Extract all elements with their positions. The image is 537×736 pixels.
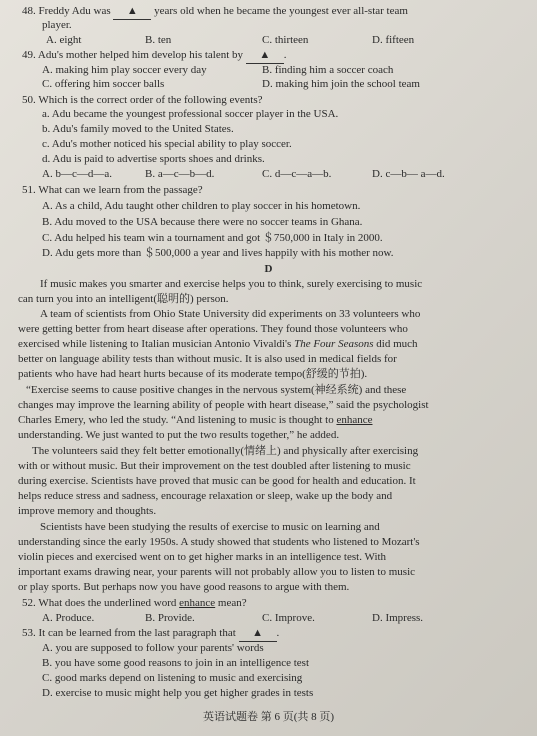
- underlined-word: enhance: [179, 597, 216, 609]
- passage-text: Charles Emery, who led the study. “And listening to music is thought to: [18, 414, 334, 426]
- passage-line: better on language ability tests than without music. It is also used in medical fields for: [18, 353, 397, 365]
- event-c: c. Adu's mother noticed his special ability to play soccer.: [42, 138, 292, 150]
- question-text: .: [283, 49, 287, 61]
- question-number: 52.: [22, 597, 36, 609]
- passage-line: understanding. We just wanted to put the two results together,” he added.: [18, 429, 340, 441]
- option-b: B. ten: [145, 34, 172, 46]
- passage-line: The volunteers said they felt better emotionally(情绪上) and physically after exercising: [32, 445, 419, 457]
- question-50: [22, 93, 263, 108]
- passage-line: A team of scientists from Ohio State University did experiments on 33 volunteers who: [40, 308, 421, 320]
- option-b: B. Adu moved to the USA because there were no soccer teams in Ghana.: [42, 216, 363, 228]
- passage-line: improve memory and thoughts.: [18, 505, 157, 517]
- underlined-word: enhance: [336, 414, 373, 426]
- event-d: d. Adu is paid to advertise sports shoes and drinks.: [42, 153, 265, 165]
- answer-blank: ▲: [239, 626, 277, 642]
- option-a: A. eight: [46, 34, 82, 46]
- question-number: 51.: [22, 184, 36, 196]
- question-text: Adu's mother helped him develop his talent by: [37, 49, 244, 61]
- question-text: mean?: [217, 597, 247, 609]
- option-c: C. good marks depend on listening to music and exercising: [42, 672, 303, 684]
- option-b: B. a—c—b—d.: [145, 168, 215, 180]
- option-a: A. Produce.: [42, 612, 95, 624]
- passage-line: with or without music. But their improvement on the test doubled after listening to music: [18, 460, 411, 472]
- question-52: [22, 596, 247, 611]
- event-b: b. Adu's family moved to the United States.: [42, 123, 234, 135]
- question-text: .: [276, 627, 280, 639]
- passage-line: Scientists have been studying the results of exercise to music on learning and: [40, 521, 380, 533]
- passage-line: “Exercise seems to cause positive changes in the nervous system(神经系统) and these: [26, 384, 407, 396]
- option-c: C. d—c—a—b.: [262, 168, 332, 180]
- option-a: A. making him play soccer every day: [42, 64, 207, 76]
- answer-blank: ▲: [246, 48, 284, 64]
- italic-title: The Four Seasons: [294, 338, 374, 350]
- option-b: B. Provide.: [145, 612, 195, 624]
- question-number: 48.: [22, 5, 36, 17]
- passage-line: were getting better from heart disease after operations. They found those volunteers who: [18, 323, 408, 335]
- question-number: 50.: [22, 94, 36, 106]
- question-text-cont: player.: [42, 19, 72, 31]
- question-text: What can we learn from the passage?: [38, 184, 203, 196]
- passage-line: can turn you into an intelligent(聪明的) person.: [18, 293, 229, 305]
- option-c: C. Adu helped his team win a tournament and got ＄750,000 in Italy in 2000.: [42, 232, 383, 244]
- option-c: C. Improve.: [262, 612, 315, 624]
- page-footer: 英语试题卷 第 6 页(共 8 页): [202, 711, 335, 723]
- option-d: D. Impress.: [372, 612, 424, 624]
- option-d: D. exercise to music might help you get higher grades in tests: [42, 687, 314, 699]
- question-text: What does the underlined word: [38, 597, 177, 609]
- question-text: Freddy Adu was: [38, 5, 111, 17]
- passage-line: helps reduce stress and sadness, encourage relaxation or sleep, wake up the body and: [18, 490, 393, 502]
- event-a: a. Adu became the youngest professional soccer player in the USA.: [42, 108, 339, 120]
- question-text: It can be learned from the last paragraph that: [38, 627, 236, 639]
- passage-line: If music makes you smarter and exercise helps you to think, surely exercising to music: [40, 278, 423, 290]
- question-53: [22, 626, 279, 642]
- question-text: years old when he became the youngest ever all-star team: [154, 5, 408, 17]
- question-text: Which is the correct order of the following events?: [38, 94, 263, 106]
- passage-line: [18, 337, 418, 352]
- passage-text: did much: [376, 338, 418, 350]
- passage-line: understanding since the early 1950s. A study showed that students who listened to Mozart's: [18, 536, 420, 548]
- option-b: B. you have some good reasons to join in an intelligence test: [42, 657, 310, 669]
- passage-text: exercised while listening to Italian musician Antonio Vivaldi's: [18, 338, 292, 350]
- answer-blank: ▲: [113, 4, 151, 20]
- section-heading: D: [264, 263, 273, 275]
- question-51: [22, 183, 203, 198]
- option-b: B. finding him a soccer coach: [262, 64, 394, 76]
- passage-line: important exams drawing near, your parents will not probably allow you to listen to music: [18, 566, 416, 578]
- option-d: D. fifteen: [372, 34, 415, 46]
- option-a: A. As a child, Adu taught other children to play soccer in his hometown.: [42, 200, 361, 212]
- option-d: D. Adu gets more than ＄500,000 a year and lives happily with his mother now.: [42, 247, 394, 259]
- option-a: A. you are supposed to follow your parents' words: [42, 642, 264, 654]
- question-48: [22, 4, 408, 20]
- option-c: C. thirteen: [262, 34, 309, 46]
- question-number: 53.: [22, 627, 36, 639]
- passage-line: changes may improve the learning ability of people with heart disease,” said the psychologist: [18, 399, 429, 411]
- passage-line: or play sports. But perhaps now you have good reasons to argue with them.: [18, 581, 350, 593]
- option-d: D. making him join the school team: [262, 78, 420, 90]
- option-c: C. offering him soccer balls: [42, 78, 165, 90]
- passage-line: patients who have had heart hurts because of its moderate tempo(舒缓的节拍).: [18, 368, 368, 380]
- option-a: A. b—c—d—a.: [42, 168, 112, 180]
- option-d: D. c—b— a—d.: [372, 168, 445, 180]
- passage-line: during exercise. Scientists have proved that music can be good for health and education. It: [18, 475, 416, 487]
- passage-line: [18, 413, 372, 428]
- question-49: [22, 48, 287, 64]
- question-number: 49.: [22, 49, 36, 61]
- passage-line: violin pieces and exercised went on to get higher marks in an intelligence test. With: [18, 551, 387, 563]
